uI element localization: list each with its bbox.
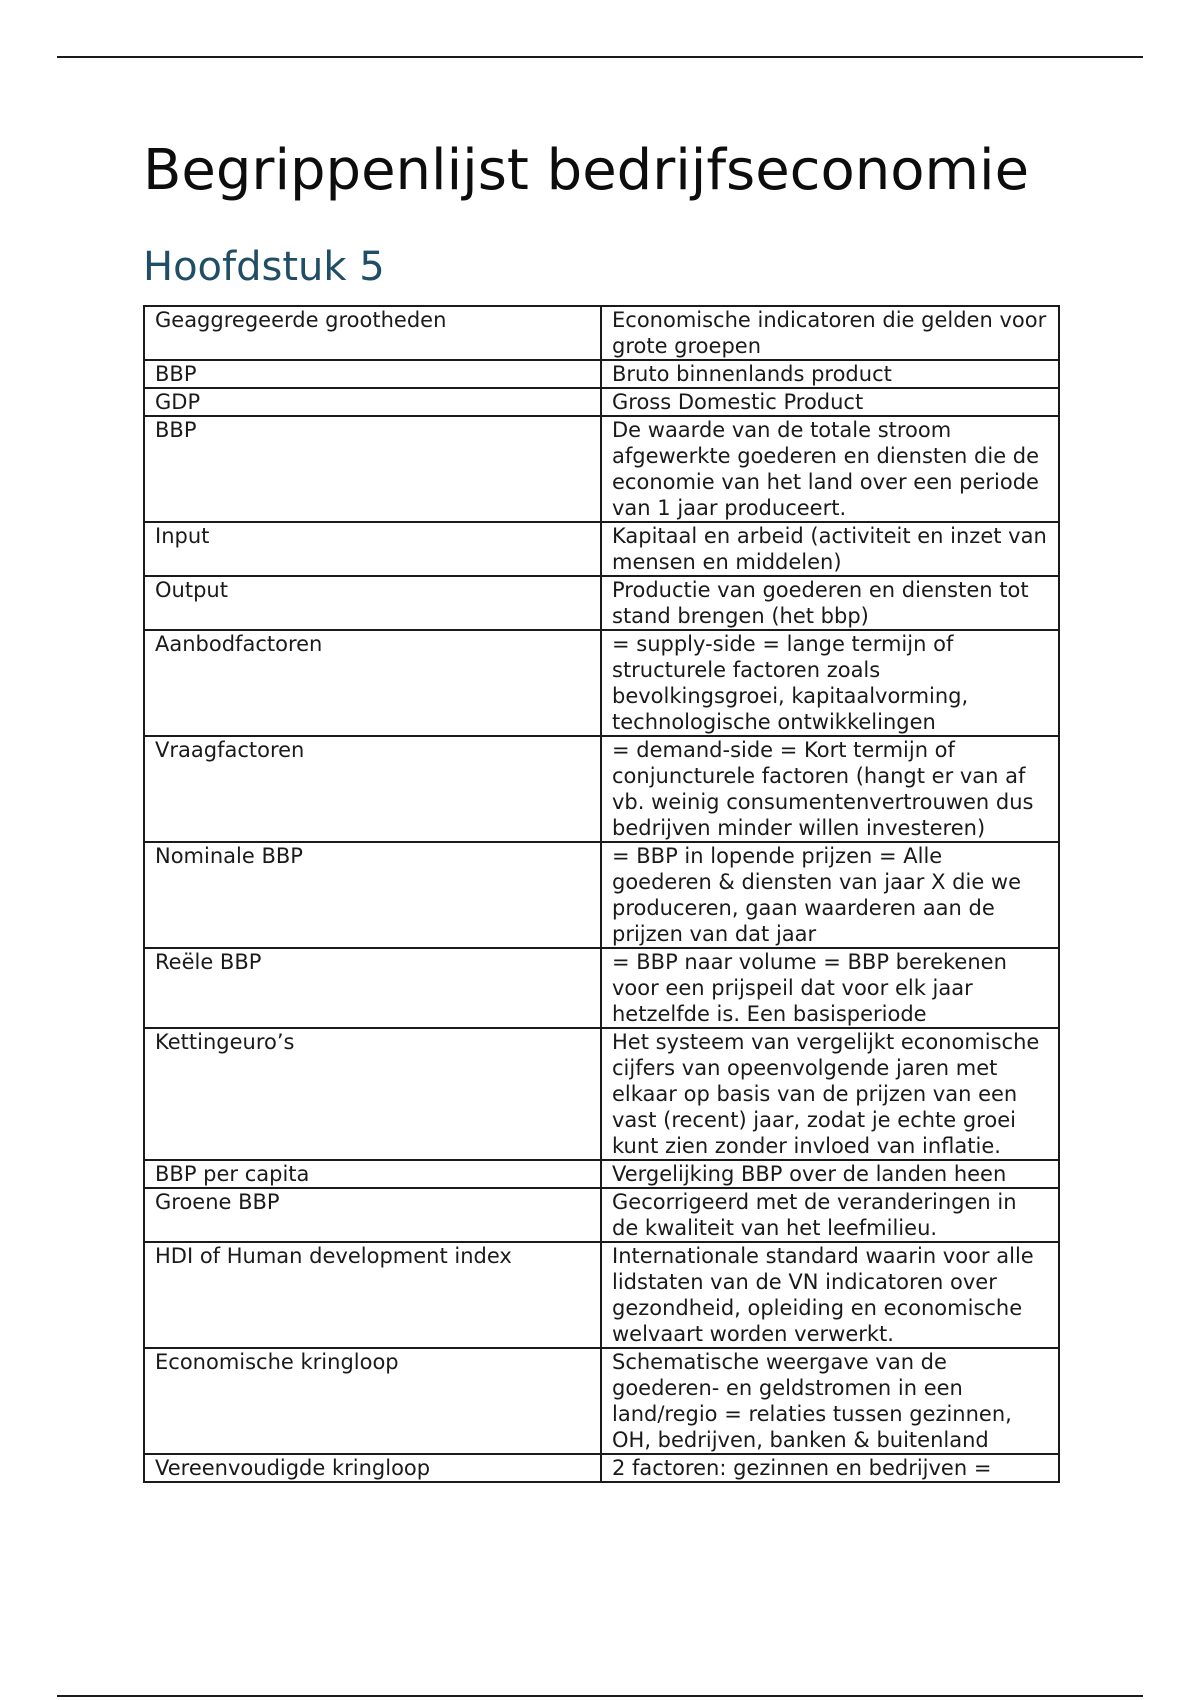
glossary-definition: Gecorrigeerd met de veranderingen in de kwaliteit van het leefmilieu. <box>601 1188 1059 1242</box>
glossary-definition: Kapitaal en arbeid (activiteit en inzet van mensen en middelen) <box>601 522 1059 576</box>
table-row <box>144 360 1059 388</box>
glossary-definition: 2 factoren: gezinnen en bedrijven = <box>601 1454 1059 1482</box>
glossary-definition: = BBP naar volume = BBP berekenen voor een prijspeil dat voor elk jaar hetzelfde is. Een basisperiode <box>601 948 1059 1028</box>
table-row <box>144 842 1059 948</box>
table-row <box>144 1242 1059 1348</box>
glossary-definition: Schematische weergave van de goederen- en geldstromen in een land/regio = relaties tussen gezinnen, OH, bedrijven, banken & buitenland <box>601 1348 1059 1454</box>
table-row <box>144 1348 1059 1454</box>
glossary-definition: Economische indicatoren die gelden voor grote groepen <box>601 306 1059 360</box>
table-row <box>144 576 1059 630</box>
glossary-term: Groene BBP <box>144 1188 601 1242</box>
table-row <box>144 1160 1059 1188</box>
glossary-table <box>143 305 1060 1483</box>
table-row <box>144 630 1059 736</box>
header-rule <box>57 56 1143 58</box>
glossary-definition: Productie van goederen en diensten tot stand brengen (het bbp) <box>601 576 1059 630</box>
glossary-term: Kettingeuro’s <box>144 1028 601 1160</box>
glossary-definition: = supply-side = lange termijn of structurele factoren zoals bevolkingsgroei, kapitaalvorming, technologische ontwikkelingen <box>601 630 1059 736</box>
glossary-term: Vraagfactoren <box>144 736 601 842</box>
table-row <box>144 736 1059 842</box>
document-title: Begrippenlijst bedrijfseconomie <box>143 138 1030 203</box>
glossary-term: Vereenvoudigde kringloop <box>144 1454 601 1482</box>
glossary-definition: Vergelijking BBP over de landen heen <box>601 1160 1059 1188</box>
glossary-term: GDP <box>144 388 601 416</box>
table-row <box>144 948 1059 1028</box>
glossary-definition: Bruto binnenlands product <box>601 360 1059 388</box>
glossary-definition: Het systeem van vergelijkt economische cijfers van opeenvolgende jaren met elkaar op basis van de prijzen van een vast (recent) jaar, zodat je echte groei kunt zien zonder invloed van inflatie. <box>601 1028 1059 1160</box>
table-row <box>144 1188 1059 1242</box>
glossary-definition: De waarde van de totale stroom afgewerkte goederen en diensten die de economie van het land over een periode van 1 jaar produceert. <box>601 416 1059 522</box>
glossary-term: Input <box>144 522 601 576</box>
glossary-definition: Internationale standard waarin voor alle lidstaten van de VN indicatoren over gezondheid, opleiding en economische welvaart worden verwerkt. <box>601 1242 1059 1348</box>
glossary-term: Geaggregeerde grootheden <box>144 306 601 360</box>
glossary-term: BBP per capita <box>144 1160 601 1188</box>
glossary-term: BBP <box>144 416 601 522</box>
table-row <box>144 522 1059 576</box>
table-row <box>144 388 1059 416</box>
glossary-term: Reële BBP <box>144 948 601 1028</box>
chapter-heading: Hoofdstuk 5 <box>143 244 385 290</box>
glossary-definition: Gross Domestic Product <box>601 388 1059 416</box>
table-row <box>144 1454 1059 1482</box>
table-row <box>144 1028 1059 1160</box>
glossary-term: Nominale BBP <box>144 842 601 948</box>
glossary-term: Aanbodfactoren <box>144 630 601 736</box>
glossary-definition: = demand-side = Kort termijn of conjuncturele factoren (hangt er van af vb. weinig consumentenvertrouwen dus bedrijven minder willen investeren) <box>601 736 1059 842</box>
glossary-term: HDI of Human development index <box>144 1242 601 1348</box>
footer-rule <box>57 1695 1143 1697</box>
glossary-term: Economische kringloop <box>144 1348 601 1454</box>
glossary-body <box>144 306 1059 1482</box>
table-row <box>144 306 1059 360</box>
glossary-term: Output <box>144 576 601 630</box>
table-row <box>144 416 1059 522</box>
glossary-term: BBP <box>144 360 601 388</box>
glossary-definition: = BBP in lopende prijzen = Alle goederen & diensten van jaar X die we produceren, gaan waarderen aan de prijzen van dat jaar <box>601 842 1059 948</box>
